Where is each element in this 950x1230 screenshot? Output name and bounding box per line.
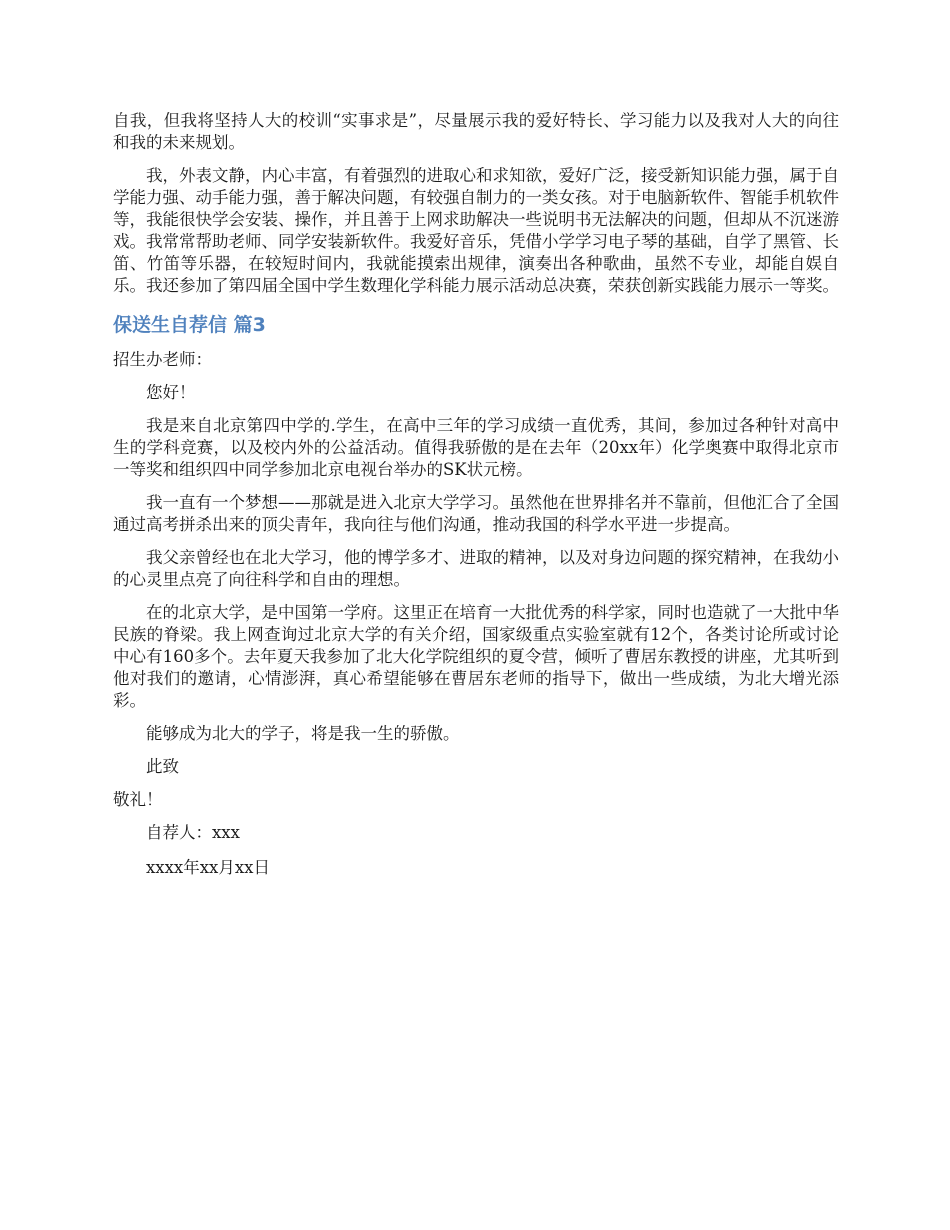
signer: 自荐人：xxx xyxy=(146,823,240,842)
body-paragraph: 我是来自北京第四中学的.学生，在高中三年的学习成绩一直优秀，其间，参加过各种针对高中生的学科竞赛，以及校内外的公益活动。值得我骄傲的是在去年（20xx年）化学奥赛中取得北京市一等奖和组织四中同学参加北京电视台举办的SK状元榜。 xyxy=(113,416,839,479)
section-title: 保送生自荐信 篇3 xyxy=(113,314,266,336)
closing: 此致 xyxy=(146,757,179,776)
intro-paragraph: 我，外表文静，内心丰富，有着强烈的进取心和求知欲，爱好广泛，接受新知识能力强，属于自学能力强、动手能力强，善于解决问题，有较强自制力的一类女孩。对于电脑新软件、智能手机软件等，我能很快学会安装、操作，并且善于上网求助解决一些说明书无法解决的问题，但却从不沉迷游戏。我常常帮助老师、同学安装新软件。我爱好音乐，凭借小学学习电子琴的基础，自学了黑管、长笛、竹笛等乐器，在较短时间内，我就能摸索出规律，演奏出各种歌曲，虽然不专业，却能自娱自乐。我还参加了第四届全国中学生数理化学科能力展示活动总决赛，荣获创新实践能力展示一等奖。 xyxy=(113,166,839,295)
salutation: 招生办老师： xyxy=(113,350,212,369)
body-paragraph: 能够成为北大的学子，将是我一生的骄傲。 xyxy=(146,724,460,743)
body-paragraph: 在的北京大学，是中国第一学府。这里正在培育一大批优秀的科学家，同时也造就了一大批中华民族的脊梁。我上网查询过北京大学的有关介绍，国家级重点实验室就有12个，各类讨论所或讨论中心有160多个。去年夏天我参加了北大化学院组织的夏令营，倾听了曹居东教授的讲座，尤其听到他对我们的邀请，心情澎湃，真心希望能够在曹居东老师的指导下，做出一些成绩，为北大增光添彩。 xyxy=(113,603,839,710)
letter-date: xxxx年xx月xx日 xyxy=(146,858,270,877)
body-paragraph: 我父亲曾经也在北大学习，他的博学多才、进取的精神，以及对身边问题的探究精神，在我幼小的心灵里点亮了向往科学和自由的理想。 xyxy=(113,548,839,589)
greeting: 您好！ xyxy=(146,383,196,402)
continued-paragraph: 自我，但我将坚持人大的校训“实事求是”，尽量展示我的爱好特长、学习能力以及我对人大的向往和我的未来规划。 xyxy=(113,111,839,152)
document-page xyxy=(113,110,839,892)
regards: 敬礼！ xyxy=(113,790,163,809)
body-paragraph: 我一直有一个梦想——那就是进入北京大学学习。虽然他在世界排名并不靠前，但他汇合了全国通过高考拼杀出来的顶尖青年，我向往与他们沟通，推动我国的科学水平进一步提高。 xyxy=(113,493,839,534)
